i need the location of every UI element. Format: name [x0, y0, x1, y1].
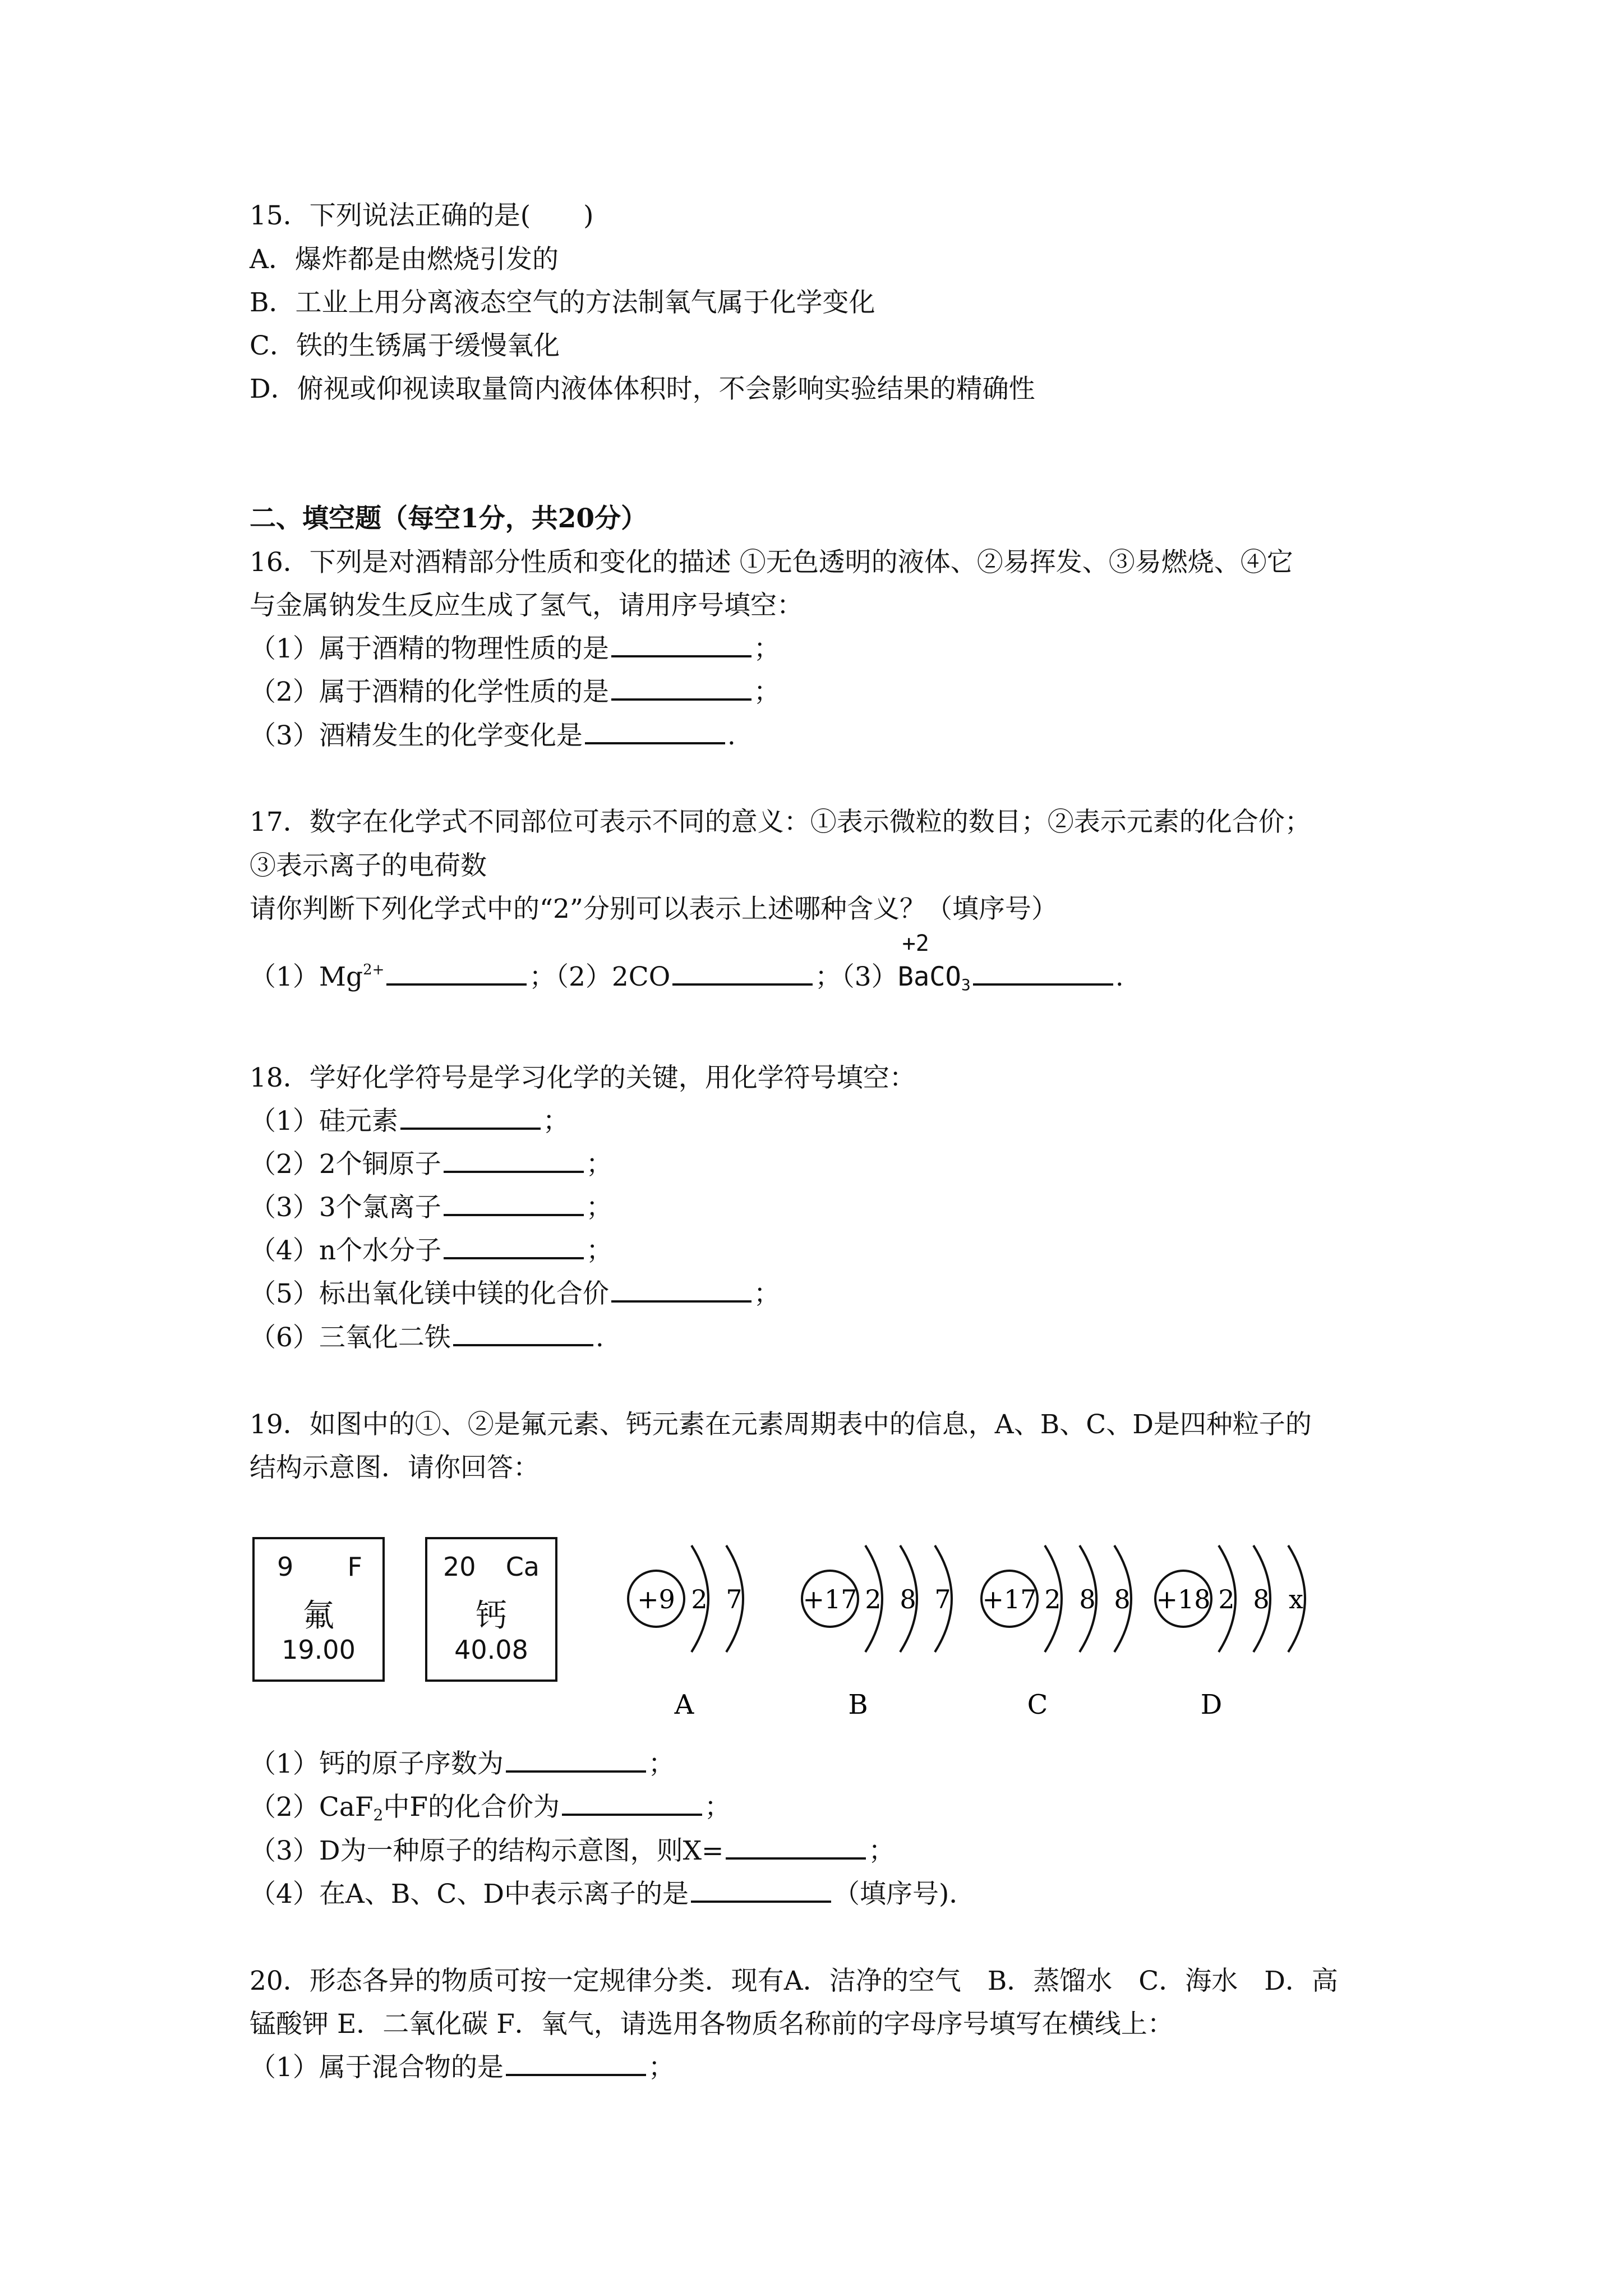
- answer-blank[interactable]: [611, 676, 751, 701]
- q15-stem: 15．下列说法正确的是( ): [250, 200, 594, 231]
- answer-blank[interactable]: [691, 1878, 831, 1903]
- electron-count: 8: [1114, 1584, 1131, 1614]
- q19-stem-line2: 结构示意图．请你回答：: [250, 1452, 540, 1483]
- q18-item-5: （5）标出氧化镁中镁的化合价 ；: [250, 1278, 780, 1309]
- nucleus-charge: +17: [982, 1584, 1037, 1614]
- q16-item-1: （1）属于酒精的物理性质的是 ；: [250, 633, 780, 664]
- answer-blank[interactable]: [672, 961, 813, 986]
- q16-stem-line1: 16．下列是对酒精部分性质和变化的描述 ①无色透明的液体、②易挥发、③易燃烧、④它: [250, 547, 1293, 578]
- particle-label: C: [1027, 1689, 1048, 1720]
- q15-option-b: B．工业上用分离液态空气的方法制氧气属于化学变化: [250, 287, 875, 318]
- answer-blank[interactable]: [611, 633, 751, 657]
- answer-blank[interactable]: [726, 1835, 866, 1860]
- particle-diagram-b: [802, 1545, 952, 1720]
- electron-count: 2: [1218, 1584, 1235, 1614]
- electron-count: 7: [726, 1584, 743, 1614]
- particle-label: B: [848, 1689, 868, 1720]
- electron-count: 2: [691, 1584, 708, 1614]
- q19-item-2: （2）CaF$_2$中F的化合价为 ；: [250, 1792, 731, 1824]
- nucleus-charge: +18: [1156, 1584, 1211, 1614]
- particle-diagram-d: [1155, 1545, 1305, 1720]
- q18-item-1: （1）硅元素 ；: [250, 1106, 569, 1137]
- answer-blank[interactable]: [506, 2051, 646, 2076]
- electron-count: 8: [900, 1584, 916, 1614]
- q18-item-4: （4）n个水分子 ；: [250, 1235, 613, 1266]
- answer-blank[interactable]: [444, 1235, 584, 1259]
- q18-item-3: （3）3个氯离子 ；: [250, 1192, 612, 1223]
- particles-layer: [628, 1545, 1305, 1720]
- answer-blank[interactable]: [453, 1322, 593, 1346]
- answer-blank[interactable]: [562, 1791, 702, 1816]
- particle-diagram-c: [981, 1545, 1131, 1720]
- q15-option-c: C．铁的生锈属于缓慢氧化: [250, 330, 560, 361]
- nucleus-charge: +17: [803, 1584, 857, 1614]
- valence-formula: +2 BaCO$_3$: [897, 931, 971, 994]
- q16-stem-line2: 与金属钠发生反应生成了氢气，请用序号填空：: [250, 590, 803, 621]
- element-tile-calcium: 20 Ca 钙 40.08: [425, 1537, 557, 1682]
- electron-count: 8: [1253, 1584, 1270, 1614]
- q15-option-a: A．爆炸都是由燃烧引发的: [250, 244, 559, 275]
- electron-count: 2: [1044, 1584, 1061, 1614]
- particle-diagram-a: [628, 1545, 743, 1720]
- nucleus-charge: +9: [637, 1584, 675, 1614]
- q19-item-3: （3）D为一种原子的结构示意图，则X= ；: [250, 1835, 895, 1866]
- q19-item-1: （1）钙的原子序数为 ；: [250, 1749, 675, 1779]
- electron-count: 2: [865, 1584, 882, 1614]
- q19-item-4: （4）在A、B、C、D中表示离子的是 （填序号)．: [250, 1879, 976, 1910]
- q15-option-d: D．俯视或仰视读取量筒内液体体积时，不会影响实验结果的精确性: [250, 374, 1035, 404]
- q20-stem-line1: 20．形态各异的物质可按一定规律分类．现有A．洁净的空气 B．蒸馏水 C．海水 D．高: [250, 1966, 1338, 1996]
- q17-stem-line2: ③表示离子的电荷数: [250, 850, 487, 881]
- q20-item-1: （1）属于混合物的是 ；: [250, 2052, 675, 2083]
- atomic-structure-diagrams: [0, 1487, 1623, 1739]
- q20-stem-line2: 锰酸钾 E．二氧化碳 F．氧气，请选用各物质名称前的字母序号填写在横线上：: [250, 2009, 1174, 2040]
- answer-blank[interactable]: [585, 720, 725, 744]
- q16-item-3: （3）酒精发生的化学变化是 .: [250, 720, 736, 751]
- q17-stem-line3: 请你判断下列化学式中的“2”分别可以表示上述哪种含义？（填序号）: [250, 894, 1058, 924]
- answer-blank[interactable]: [444, 1148, 584, 1173]
- electron-count: x: [1289, 1584, 1303, 1614]
- electron-count: 7: [934, 1584, 951, 1614]
- q17-stem-line1: 17．数字在化学式不同部位可表示不同的意义：①表示微粒的数目；②表示元素的化合价；: [250, 807, 1311, 838]
- element-tile-fluorine: 9 F 氟 19.00: [252, 1537, 385, 1682]
- answer-blank[interactable]: [386, 961, 527, 986]
- q19-stem-line1: 19．如图中的①、②是氟元素、钙元素在元素周期表中的信息，A、B、C、D是四种粒子的: [250, 1409, 1312, 1440]
- answer-blank[interactable]: [611, 1278, 751, 1303]
- q18-item-2: （2）2个铜原子 ；: [250, 1149, 612, 1180]
- particle-label: A: [674, 1689, 694, 1720]
- electron-count: 8: [1079, 1584, 1096, 1614]
- section-heading: 二、填空题（每空1分，共20分）: [250, 503, 648, 534]
- answer-blank[interactable]: [444, 1191, 584, 1216]
- q18-item-6: （6）三氧化二铁 .: [250, 1322, 604, 1353]
- particle-label: D: [1200, 1689, 1223, 1720]
- answer-blank[interactable]: [400, 1105, 541, 1130]
- answer-blank[interactable]: [973, 961, 1113, 986]
- answer-blank[interactable]: [506, 1748, 646, 1773]
- q18-stem: 18．学好化学符号是学习化学的关键，用化学符号填空：: [250, 1062, 916, 1093]
- q17-items: $(1)Mg^{2+}$ ；（2）2CO ；（3） +2 BaCO$_3$ .: [250, 931, 1124, 994]
- q16-item-2: （2）属于酒精的化学性质的是 ；: [250, 677, 780, 707]
